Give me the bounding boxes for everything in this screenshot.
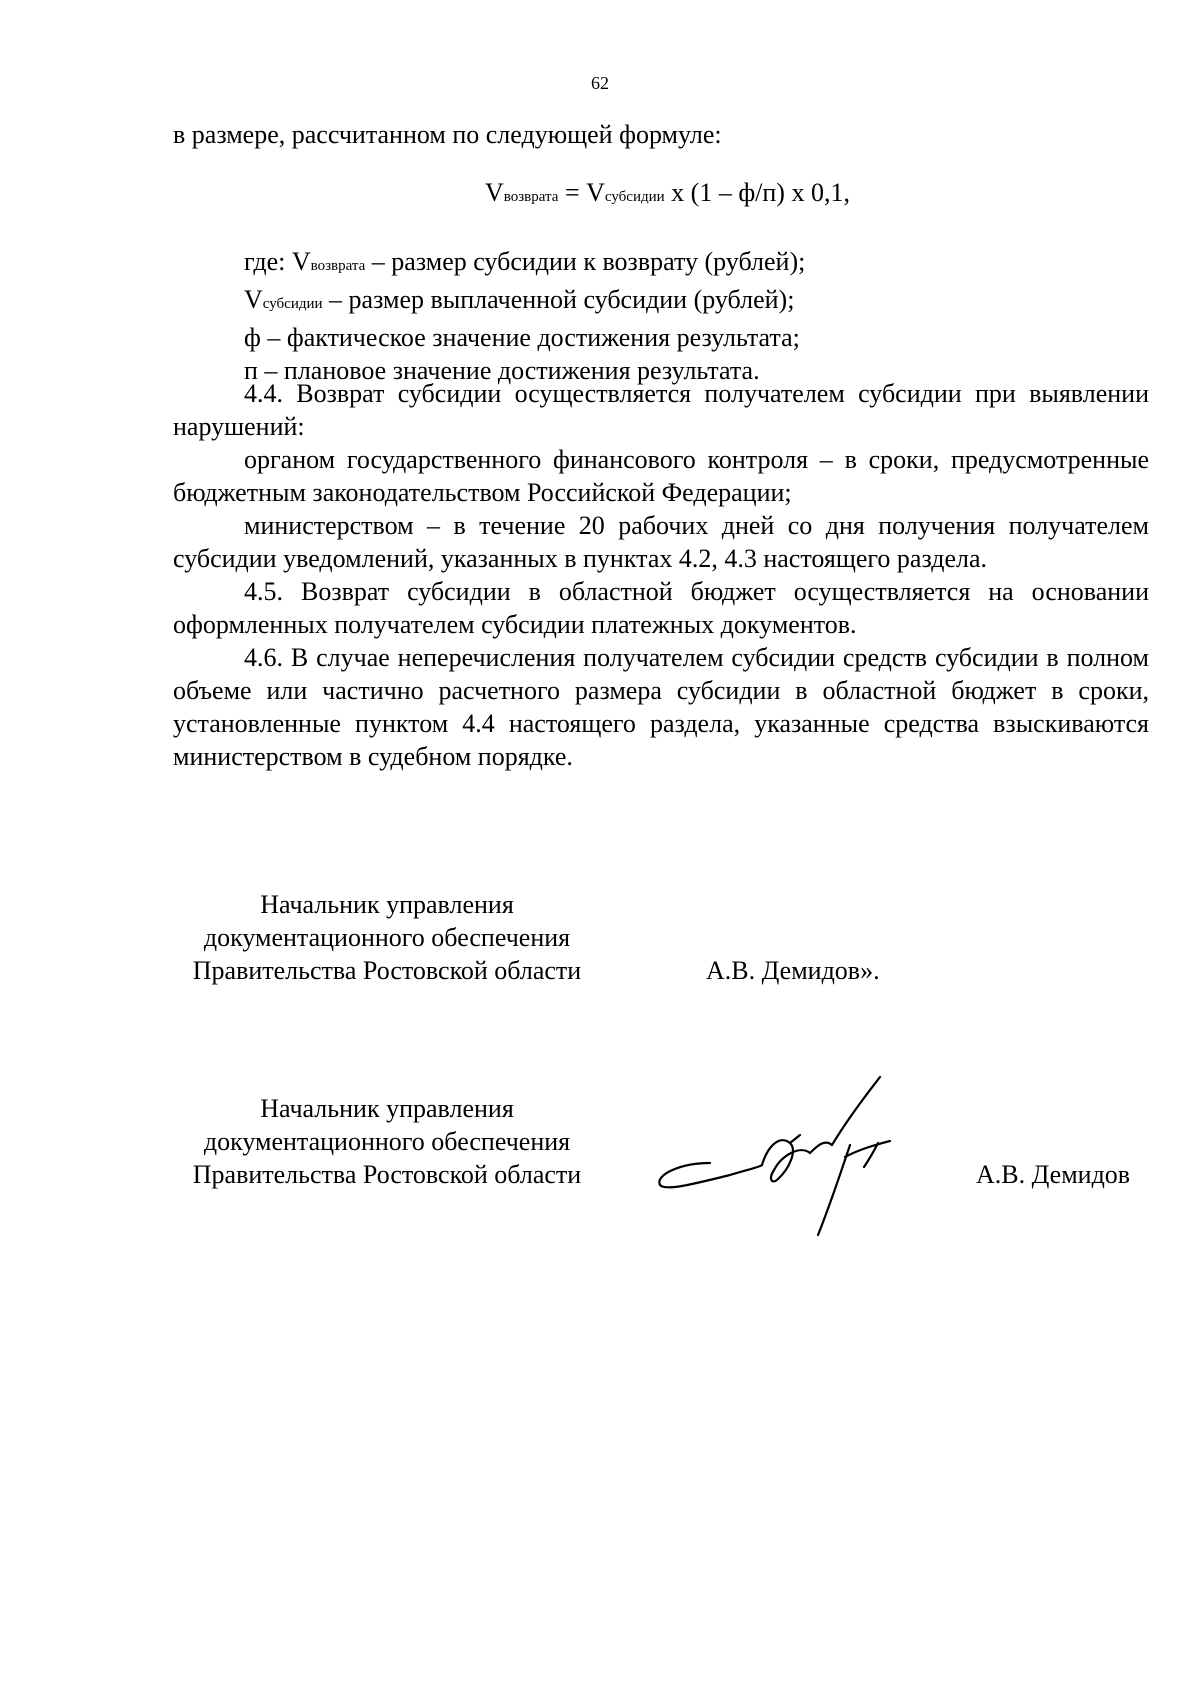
definitions xyxy=(244,245,805,387)
signature-block-2 xyxy=(172,1092,602,1191)
position-line: Начальник управления xyxy=(260,890,514,919)
position-line: Начальник управления xyxy=(260,1094,514,1123)
definition-item: Vсубсидии – размер выплаченной субсидии (рублей); xyxy=(244,285,795,314)
signatory-name-1: А.В. Демидов». xyxy=(706,956,880,985)
paragraph-4-4-control: органом государственного финансового контроля – в сроки, предусмотренные бюджетным законодательством Российской Федерации; xyxy=(173,445,1149,507)
position-line: Правительства Ростовской области xyxy=(192,1160,582,1189)
position-line: документационного обеспечения xyxy=(203,923,571,952)
position-line: Правительства Ростовской области xyxy=(192,956,582,985)
signature-block-1 xyxy=(172,888,602,987)
paragraph-4-6: 4.6. В случае неперечисления получателем субсидии средств субсидии в полном объеме или частично расчетного размера субсидии в областной бюджет в сроки, установленные пунктом 4.4 настоящего раздела, указанные средства взыскиваются министерством в судебном порядке. xyxy=(173,643,1149,771)
handwritten-signature xyxy=(650,1075,950,1245)
paragraph-4-4: 4.4. Возврат субсидии осуществляется получателем субсидии при выявлении нарушений: xyxy=(173,379,1149,441)
definition-item: ф – фактическое значение достижения результата; xyxy=(244,323,800,352)
page-number: 62 xyxy=(591,73,609,93)
definition-item: п – плановое значение достижения результата. xyxy=(244,356,760,385)
formula: Vвозврата = Vсубсидии х (1 – ф/п) х 0,1, xyxy=(485,178,850,207)
formula-sub-return: возврата xyxy=(503,189,559,205)
body-text xyxy=(173,377,1149,773)
paragraph-4-5: 4.5. Возврат субсидии в областной бюджет осуществляется на основании оформленных получателем субсидии платежных документов. xyxy=(173,577,1149,639)
position-line: документационного обеспечения xyxy=(203,1127,571,1156)
definition-item: где: Vвозврата – размер субсидии к возврату (рублей); xyxy=(244,247,806,276)
paragraph-4-4-ministry: министерством – в течение 20 рабочих дней со дня получения получателем субсидии уведомлений, указанных в пунктах 4.2, 4.3 настоящего раздела. xyxy=(173,511,1149,573)
intro-line: в размере, рассчитанном по следующей формуле: xyxy=(173,120,722,149)
formula-sub-subsidy: субсидии xyxy=(604,189,665,205)
signatory-name-2: А.В. Демидов xyxy=(976,1160,1131,1189)
